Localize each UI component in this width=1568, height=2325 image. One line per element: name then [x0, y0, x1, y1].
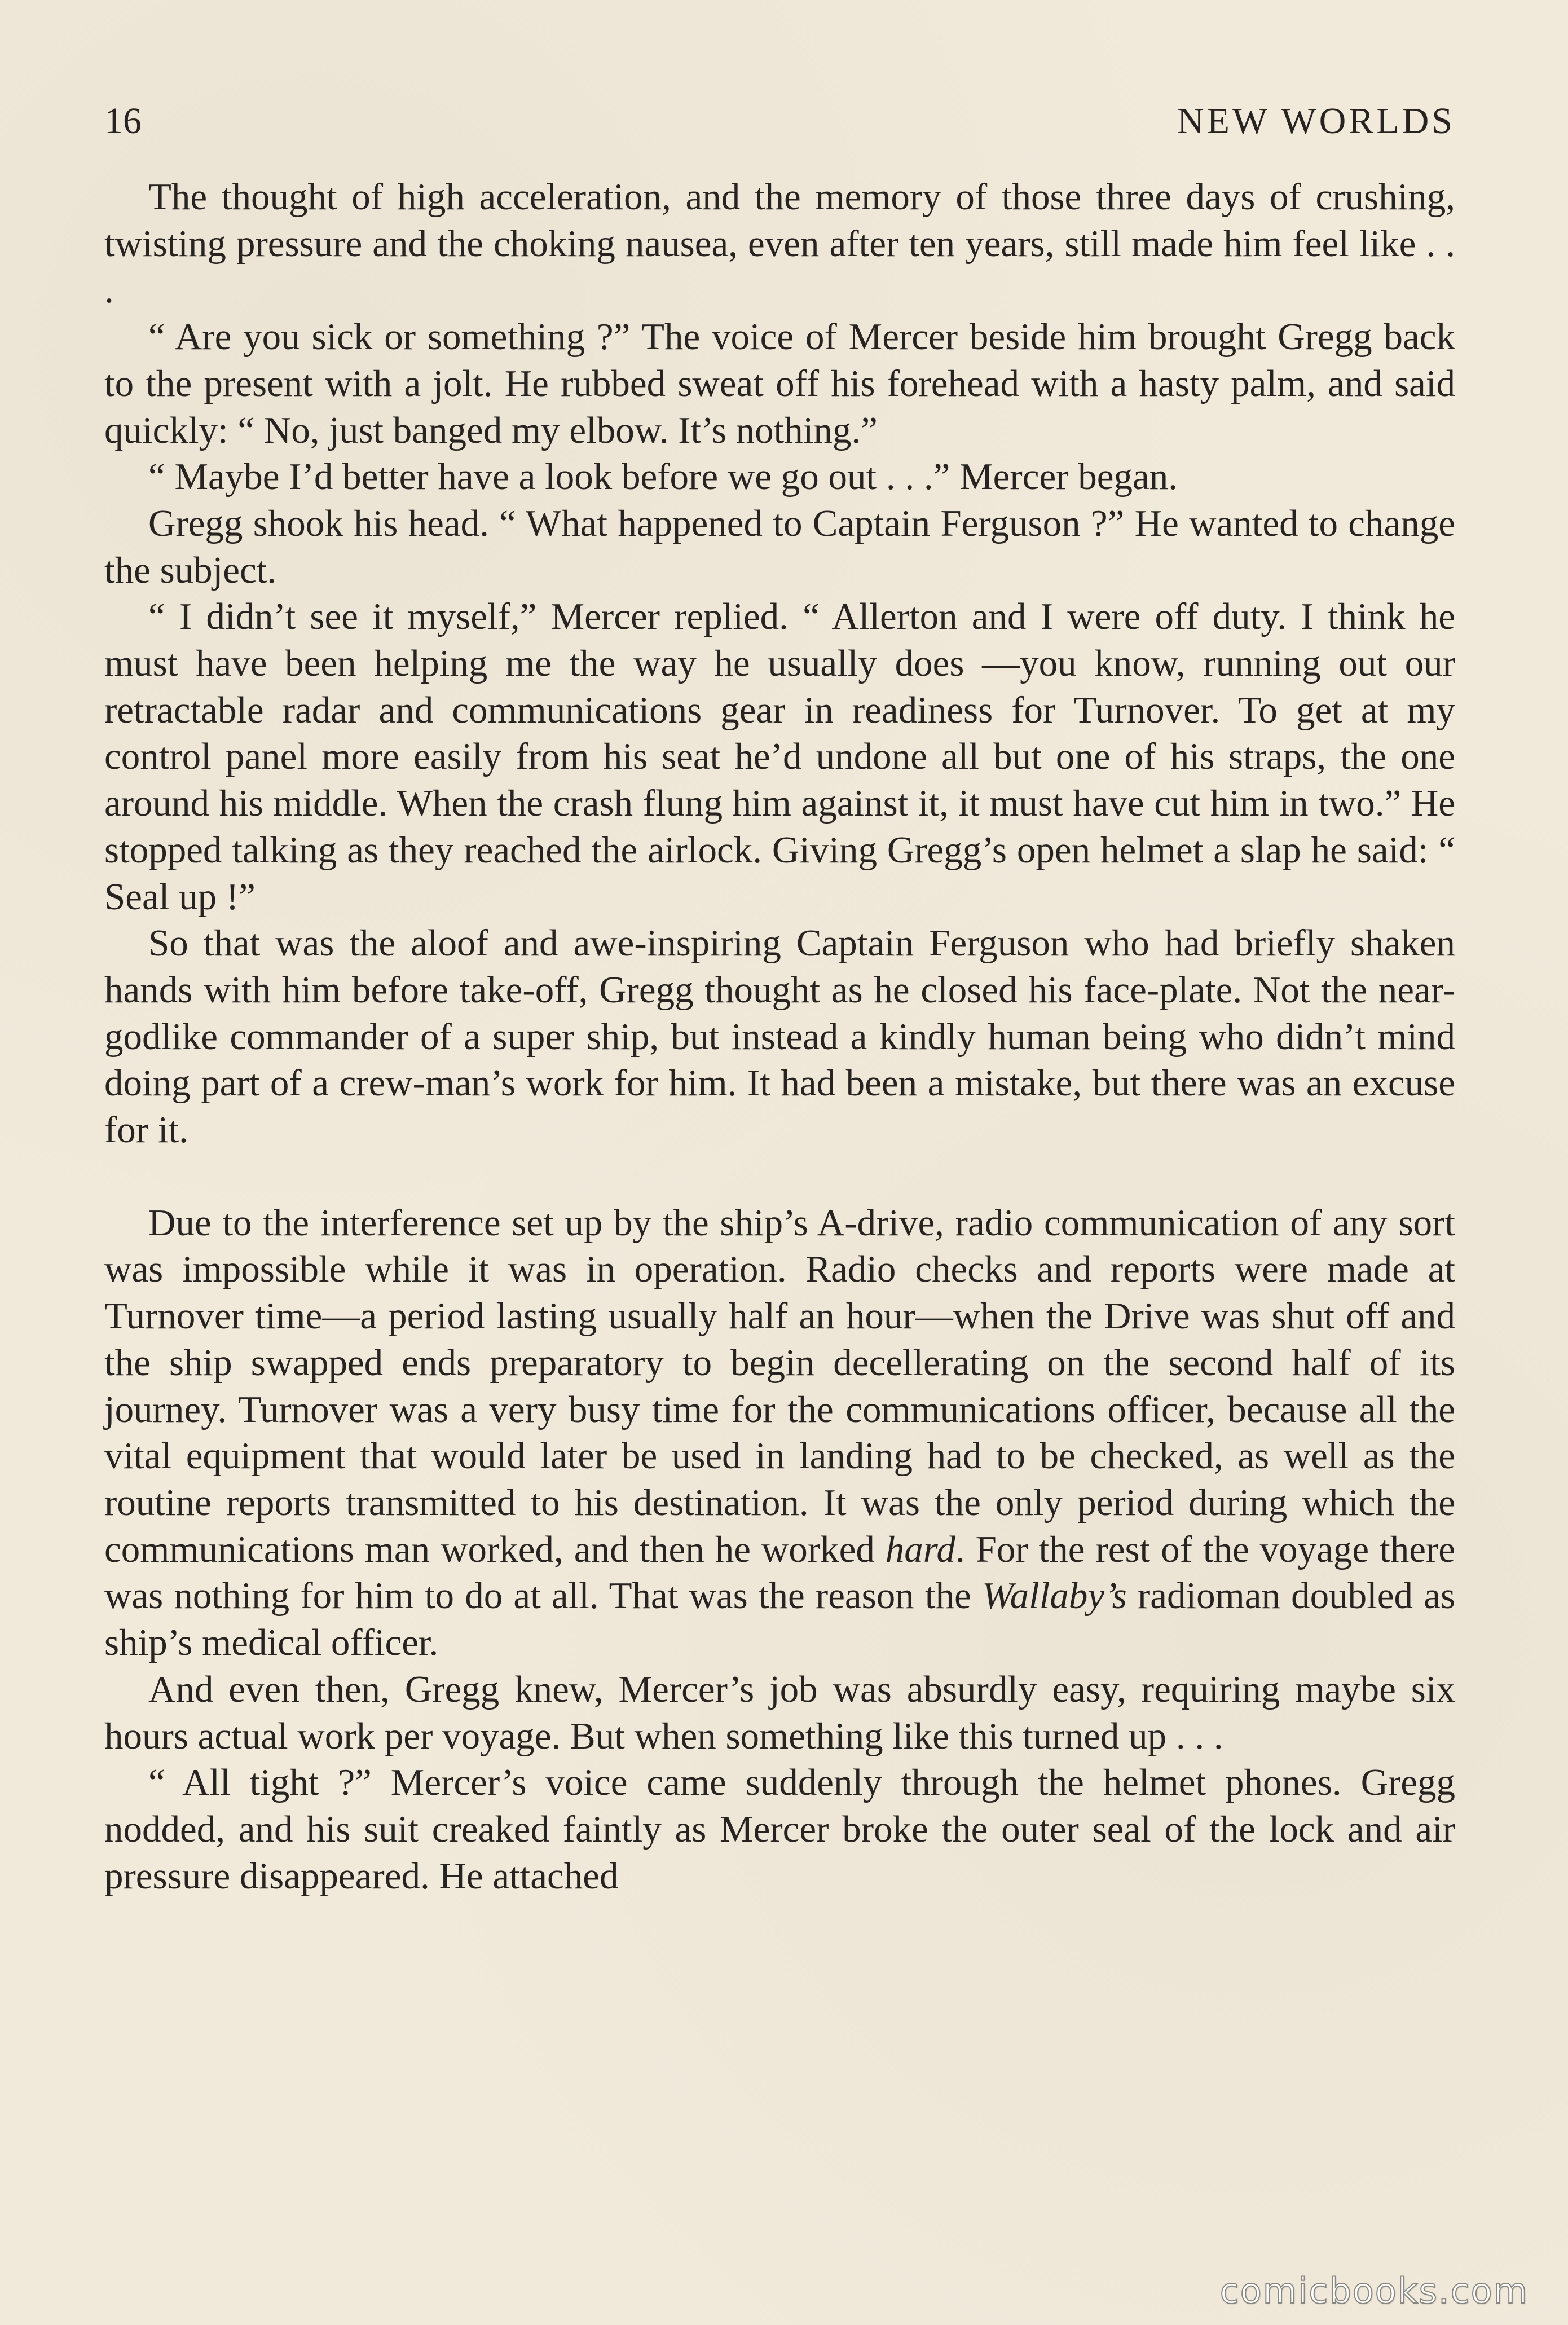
- paragraph: “ Are you sick or something ?” The voice of Mercer beside him brought Gregg back to the present with a jolt. He rubbed sweat off his forehead with a hasty palm, and said quickly: “ No, just banged my elbow. It’s nothing.”: [104, 316, 1455, 451]
- page-number: 16: [104, 100, 142, 142]
- section-break: [104, 1153, 1455, 1200]
- paragraph: “ All tight ?” Mercer’s voice came suddenly through the helmet phones. Gregg nodded, and his suit creaked faintly as Mercer broke the outer seal of the lock and air pressure disappeared. He attached: [104, 1762, 1455, 1897]
- ship-name: Wallaby’s: [981, 1575, 1127, 1617]
- paragraph: Gregg shook his head. “ What happened to Captain Ferguson ?” He wanted to change the subject.: [104, 502, 1455, 591]
- paragraph: The thought of high acceleration, and the memory of those three days of crushing, twisting pressure and the choking nausea, even after ten years, still made him feel like . . .: [104, 176, 1455, 311]
- paragraph: “ Maybe I’d better have a look before we go out . . .” Mercer began.: [148, 456, 1178, 498]
- emphasis-text: hard: [885, 1528, 955, 1570]
- paragraph: So that was the aloof and awe-inspiring Captain Ferguson who had briefly shaken hands with him before take-off, Gregg thought as he closed his face-plate. Not the near-godlike commander of a super ship, but instead a kindly human being who didn’t mind doing part of a crew-man’s work for him. It had been a mistake, but there was an excuse for it.: [104, 922, 1455, 1151]
- paragraph: And even then, Gregg knew, Mercer’s job was absurdly easy, requiring maybe six hours actual work per voyage. But when something like this turned up . . .: [104, 1668, 1455, 1757]
- paragraph: “ I didn’t see it myself,” Mercer replied. “ Allerton and I were off duty. I think he must have been helping me the way he usually does —you know, running out our retractable radar and communications gear in readiness for Turnover. To get at my control panel more easily from his seat he’d undone all but one of his straps, the one around his middle. When the crash flung him against it, it must have cut him in two.” He stopped talking as they reached the airlock. Giving Gregg’s open helmet a slap he said: “ Seal up !”: [104, 596, 1455, 918]
- paragraph-text: Due to the interference set up by the ship’s A-drive, radio communication of any sort was impossible while it was in operation. Radio checks and reports were made at Turnover time—a period lasting usually half an hour—when the Drive was shut off and the ship swapped ends preparatory to begin decellerating on the second half of its journey. Turnover was a very busy time for the communications officer, because all the vital equipment that would later be used in landing had to be checked, as well as the routine reports transmitted to his destination. It was the only period during which the communications man worked, and then he worked: [104, 1201, 1455, 1570]
- page-header: [104, 96, 1455, 147]
- paragraph-text: radioman doubled as ship’s medical officer.: [104, 1575, 1456, 1664]
- body-text: [104, 174, 1455, 1899]
- paragraph: [104, 1200, 1455, 1666]
- running-title: NEW WORLDS: [1177, 100, 1455, 142]
- watermark: comicbooks.com: [1219, 2270, 1529, 2311]
- paragraph-text: . For the rest of the voyage there was nothing for him to do at all. That was the reason the: [104, 1528, 1455, 1617]
- page-content: [104, 96, 1455, 2217]
